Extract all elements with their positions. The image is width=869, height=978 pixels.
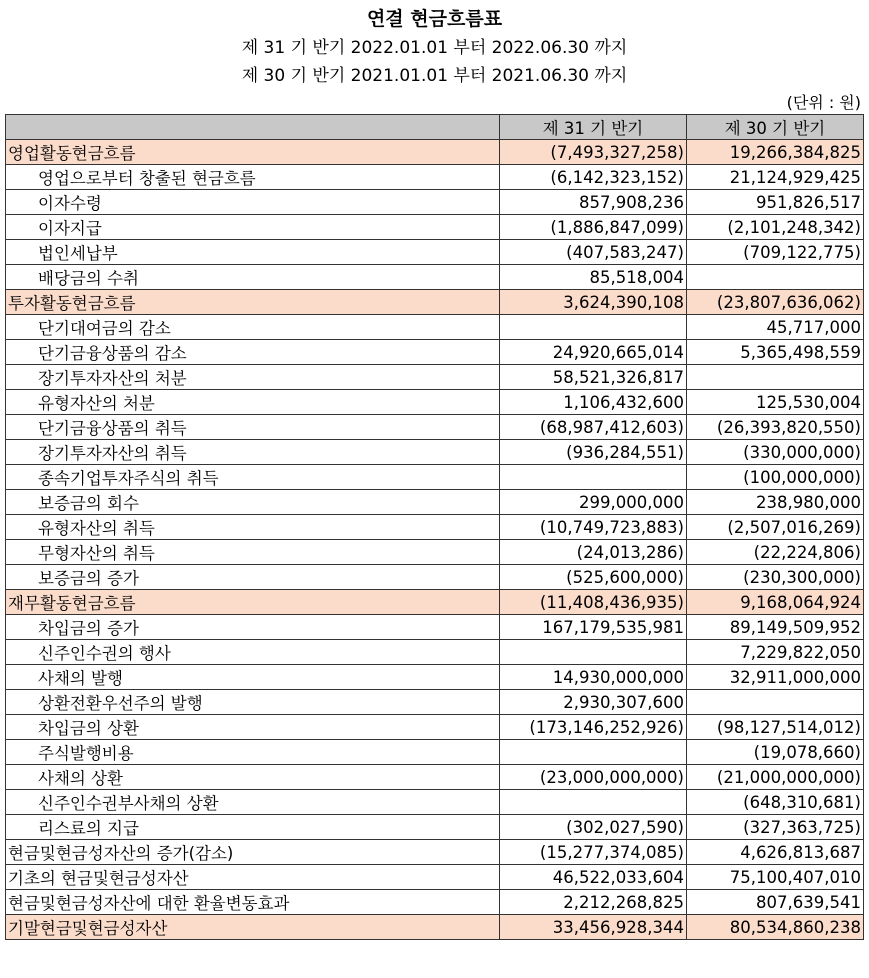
row-label: 유형자산의 취득 (6, 515, 500, 540)
row-label: 영업활동현금흐름 (6, 140, 500, 165)
row-prior-value: 125,530,004 (687, 390, 864, 415)
row-prior-value: 21,124,929,425 (687, 165, 864, 190)
row-current-value (500, 640, 687, 665)
row-prior-value: 807,639,541 (687, 890, 864, 915)
row-current-value: (7,493,327,258) (500, 140, 687, 165)
table-row (6, 740, 864, 765)
row-prior-value: (2,507,016,269) (687, 515, 864, 540)
table-row (6, 215, 864, 240)
row-current-value: (407,583,247) (500, 240, 687, 265)
table-row (6, 290, 864, 315)
period-prior: 제 30 기 반기 2021.01.01 부터 2021.06.30 까지 (241, 66, 628, 86)
row-label: 이자수령 (6, 190, 500, 215)
table-row (6, 315, 864, 340)
row-current-value: (15,277,374,085) (500, 840, 687, 865)
row-current-value: (24,013,286) (500, 540, 687, 565)
row-label: 기말현금및현금성자산 (6, 915, 500, 940)
row-label: 차입금의 증가 (6, 615, 500, 640)
row-label: 단기대여금의 감소 (6, 315, 500, 340)
row-prior-value: (709,122,775) (687, 240, 864, 265)
unit-label: (단위 : 원) (786, 93, 861, 112)
header-label-column (6, 115, 500, 140)
row-prior-value: (330,000,000) (687, 440, 864, 465)
row-label: 현금및현금성자산에 대한 환율변동효과 (6, 890, 500, 915)
row-prior-value: 32,911,000,000 (687, 665, 864, 690)
row-current-value: 857,908,236 (500, 190, 687, 215)
header-current-period: 제 31 기 반기 (500, 115, 687, 140)
row-label: 장기투자자산의 처분 (6, 365, 500, 390)
row-current-value: (11,408,436,935) (500, 590, 687, 615)
row-current-value: (1,886,847,099) (500, 215, 687, 240)
row-label: 주식발행비용 (6, 740, 500, 765)
row-prior-value: 80,534,860,238 (687, 915, 864, 940)
row-label: 리스료의 지급 (6, 815, 500, 840)
row-prior-value: (327,363,725) (687, 815, 864, 840)
row-label: 유형자산의 처분 (6, 390, 500, 415)
table-row (6, 190, 864, 215)
table-row (6, 465, 864, 490)
row-current-value: 33,456,928,344 (500, 915, 687, 940)
row-current-value: (525,600,000) (500, 565, 687, 590)
row-current-value: 299,000,000 (500, 490, 687, 515)
row-label: 기초의 현금및현금성자산 (6, 865, 500, 890)
table-row (6, 515, 864, 540)
row-prior-value: 4,626,813,687 (687, 840, 864, 865)
row-current-value: (936,284,551) (500, 440, 687, 465)
row-current-value: 14,930,000,000 (500, 665, 687, 690)
row-prior-value: (22,224,806) (687, 540, 864, 565)
row-prior-value: 9,168,064,924 (687, 590, 864, 615)
row-label: 단기금융상품의 취득 (6, 415, 500, 440)
table-row (6, 765, 864, 790)
cash-flow-table (5, 114, 864, 940)
row-prior-value: 951,826,517 (687, 190, 864, 215)
row-label: 무형자산의 취득 (6, 540, 500, 565)
table-row (6, 840, 864, 865)
table-row (6, 415, 864, 440)
row-current-value: (6,142,323,152) (500, 165, 687, 190)
table-row (6, 340, 864, 365)
row-label: 종속기업투자주식의 취득 (6, 465, 500, 490)
row-prior-value (687, 365, 864, 390)
row-current-value: 3,624,390,108 (500, 290, 687, 315)
row-prior-value: 89,149,509,952 (687, 615, 864, 640)
table-row (6, 790, 864, 815)
statement-title: 연결 현금흐름표 (366, 8, 503, 30)
row-prior-value: (19,078,660) (687, 740, 864, 765)
row-current-value (500, 465, 687, 490)
row-label: 단기금융상품의 감소 (6, 340, 500, 365)
row-prior-value: 45,717,000 (687, 315, 864, 340)
row-label: 영업으로부터 창출된 현금흐름 (6, 165, 500, 190)
row-label: 사채의 상환 (6, 765, 500, 790)
row-label: 보증금의 회수 (6, 490, 500, 515)
table-row (6, 865, 864, 890)
row-prior-value: (100,000,000) (687, 465, 864, 490)
row-label: 투자활동현금흐름 (6, 290, 500, 315)
row-prior-value: (23,807,636,062) (687, 290, 864, 315)
row-label: 장기투자자산의 취득 (6, 440, 500, 465)
table-row (6, 165, 864, 190)
row-prior-value: (98,127,514,012) (687, 715, 864, 740)
table-row (6, 140, 864, 165)
table-row (6, 890, 864, 915)
row-prior-value (687, 265, 864, 290)
table-row (6, 590, 864, 615)
row-current-value: (302,027,590) (500, 815, 687, 840)
row-current-value: 46,522,033,604 (500, 865, 687, 890)
row-label: 이자지급 (6, 215, 500, 240)
table-row (6, 440, 864, 465)
row-current-value: (10,749,723,883) (500, 515, 687, 540)
row-current-value: 167,179,535,981 (500, 615, 687, 640)
row-prior-value: 19,266,384,825 (687, 140, 864, 165)
row-prior-value: 5,365,498,559 (687, 340, 864, 365)
row-label: 배당금의 수취 (6, 265, 500, 290)
table-row (6, 665, 864, 690)
table-row (6, 390, 864, 415)
row-prior-value: (21,000,000,000) (687, 765, 864, 790)
table-row (6, 540, 864, 565)
row-prior-value: 7,229,822,050 (687, 640, 864, 665)
row-current-value: 58,521,326,817 (500, 365, 687, 390)
row-prior-value: (648,310,681) (687, 790, 864, 815)
row-label: 상환전환우선주의 발행 (6, 690, 500, 715)
row-current-value: 85,518,004 (500, 265, 687, 290)
table-row (6, 265, 864, 290)
period-current: 제 31 기 반기 2022.01.01 부터 2022.06.30 까지 (241, 38, 628, 58)
row-prior-value: (2,101,248,342) (687, 215, 864, 240)
row-current-value (500, 740, 687, 765)
table-row (6, 365, 864, 390)
row-label: 현금및현금성자산의 증가(감소) (6, 840, 500, 865)
table-row (6, 915, 864, 940)
row-prior-value: (230,300,000) (687, 565, 864, 590)
row-prior-value (687, 690, 864, 715)
row-label: 법인세납부 (6, 240, 500, 265)
table-row (6, 565, 864, 590)
table-row (6, 815, 864, 840)
row-current-value: 24,920,665,014 (500, 340, 687, 365)
row-current-value: 2,212,268,825 (500, 890, 687, 915)
row-label: 차입금의 상환 (6, 715, 500, 740)
row-prior-value: (26,393,820,550) (687, 415, 864, 440)
row-label: 신주인수권의 행사 (6, 640, 500, 665)
table-row (6, 715, 864, 740)
table-row (6, 490, 864, 515)
row-prior-value: 238,980,000 (687, 490, 864, 515)
table-row (6, 690, 864, 715)
header-prior-period: 제 30 기 반기 (687, 115, 864, 140)
row-current-value: 2,930,307,600 (500, 690, 687, 715)
row-label: 재무활동현금흐름 (6, 590, 500, 615)
row-prior-value: 75,100,407,010 (687, 865, 864, 890)
row-label: 보증금의 증가 (6, 565, 500, 590)
row-current-value (500, 315, 687, 340)
row-current-value: (23,000,000,000) (500, 765, 687, 790)
table-row (6, 640, 864, 665)
row-current-value: (68,987,412,603) (500, 415, 687, 440)
row-current-value: 1,106,432,600 (500, 390, 687, 415)
row-label: 신주인수권부사채의 상환 (6, 790, 500, 815)
row-current-value (500, 790, 687, 815)
row-label: 사채의 발행 (6, 665, 500, 690)
row-current-value: (173,146,252,926) (500, 715, 687, 740)
table-row (6, 615, 864, 640)
table-body (6, 140, 864, 940)
table-header-row (6, 115, 864, 140)
table-row (6, 240, 864, 265)
